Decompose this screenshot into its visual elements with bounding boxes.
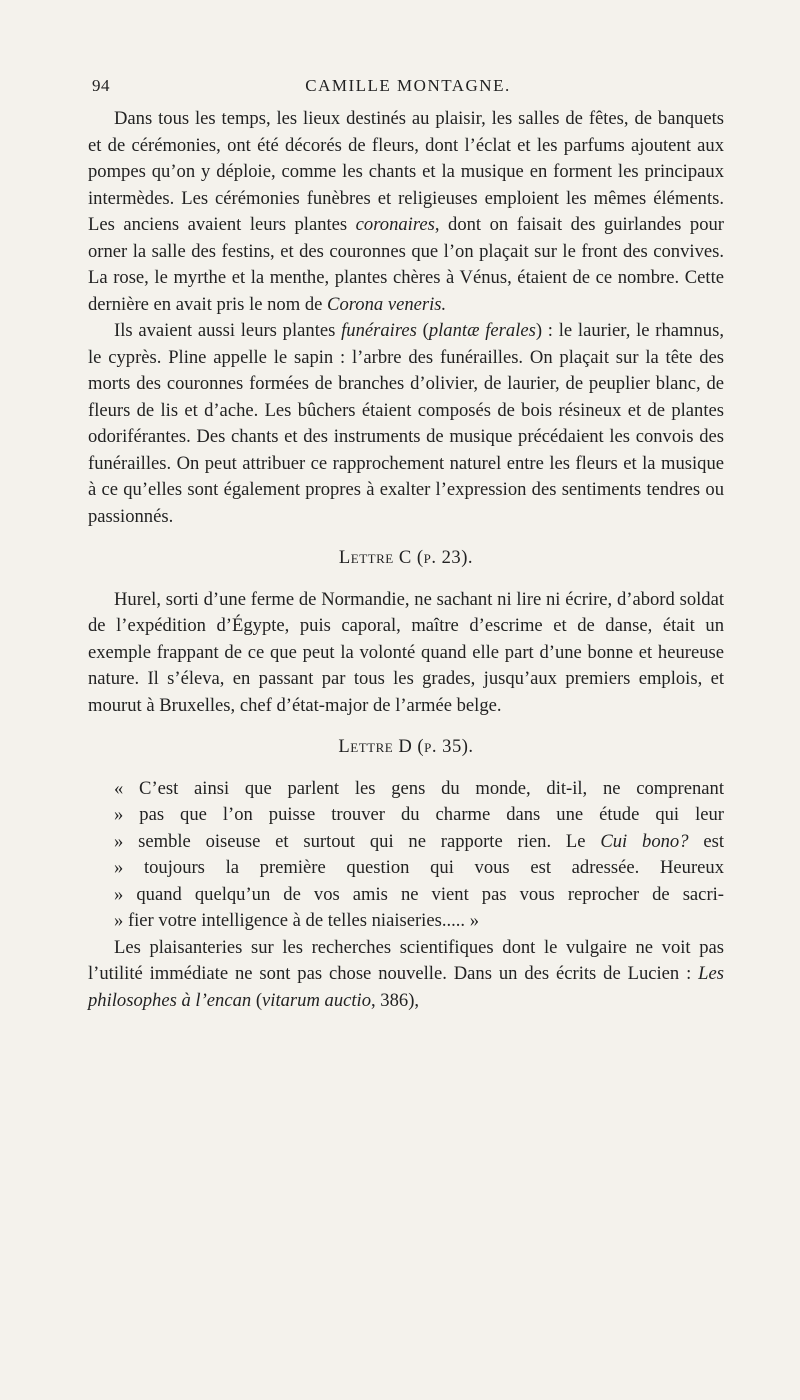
page-number: 94 <box>92 76 110 95</box>
section-heading-lettre-d: Lettre D (p. 35). <box>338 736 474 757</box>
paragraph-flowers-banquets <box>88 106 724 318</box>
text-run: ( <box>251 989 263 1011</box>
italic-term: Les philosophes à l’encan <box>88 963 724 1011</box>
text-run: , dont on faisait des guirlandes pour orner la salle des festins, et des couronnes que l’on plaçait sur le front des convives. La rose, le myrthe et la menthe, plantes chères à Vénus, étaient de ce nombre. Cette dernière en avait pris le nom de <box>88 214 724 315</box>
quote-line: » quand quelqu’un de vos amis ne vient pas vous reprocher de sacri- <box>114 883 724 905</box>
paragraph-plaisanteries <box>88 935 724 1015</box>
text-run: ( <box>416 320 429 341</box>
running-title: CAMILLE MONTAGNE. <box>305 76 511 95</box>
italic-term: Cui bono? <box>600 830 689 852</box>
text-run: » semble oiseuse et surtout qui ne rapporte rien. Le <box>114 830 601 852</box>
italic-term: Corona veneris. <box>327 293 447 315</box>
quote-line <box>114 829 724 856</box>
quote-line: » pas que l’on puisse trouver du charme dans une étude qui leur <box>114 804 724 825</box>
text-run: ) : le laurier, le rhamnus, le cyprès. Pline appelle le sapin : l’arbre des funérailles. On plaçait sur la tête des morts des couronnes formées de branches d’olivier, de laurier, de peuplier blanc, de fleurs de lis et d’ache. Les bûchers étaient composés de bois résineux et de plantes odoriférantes. Des chants et des instruments de musique précédaient les convois des funérailles. On peut attribuer ce rapprochement naturel entre les fleurs et la musique à ce qu’elles sont également propres à exalter l’expression des sentiments tendres ou passionnés. <box>88 320 724 527</box>
text-run: Les plaisanteries sur les recherches scientifiques dont le vulgaire ne voit pas l’utilité immédiate ne sont pas chose nouvelle. Dans un des écrits de Lucien : <box>88 936 724 984</box>
quote-line: » fier votre intelligence à de telles niaiseries..... » <box>114 910 480 931</box>
italic-term: coronaires <box>355 214 435 235</box>
text-run: Ils avaient aussi leurs plantes <box>114 320 342 341</box>
body-text <box>88 106 724 1014</box>
text-run: , 386), <box>371 989 420 1011</box>
paragraph-funeral-plants <box>88 318 724 530</box>
paragraph-hurel: Hurel, sorti d’une ferme de Normandie, ne sachant ni lire ni écrire, d’abord soldat de l’expédition d’Égypte, puis caporal, maître d’escrime et de danse, était un exemple frappant de ce que peut la volonté quand elle part d’une bonne et heureuse nature. Il s’éleva, en passant par tous les grades, jusqu’aux premiers emplois, et mourut à Bruxelles, chef d’état-major de l’armée belge. <box>88 588 724 716</box>
italic-term: funéraires <box>341 320 417 341</box>
section-heading-lettre-c: Lettre C (p. 23). <box>338 547 474 568</box>
italic-term: vitarum auctio <box>262 989 371 1011</box>
quote-line: « C’est ainsi que parlent les gens du monde, dit-il, ne comprenant <box>114 777 724 799</box>
text-run: Dans tous les temps, les lieux destinés au plaisir, les salles de fêtes, de banquets et de cérémonies, ont été décorés de fleurs, dont l’éclat et les parfums ajoutent aux pompes qu’on y déploie, comme les chants et la musique en forment les principaux intermèdes. Les cérémonies funèbres et religieuses emploient les mêmes éléments. Les anciens avaient leurs plantes <box>88 108 724 235</box>
quote-line: » toujours la première question qui vous est adressée. Heureux <box>114 857 724 878</box>
text-run: est <box>688 830 724 852</box>
block-quote <box>88 776 724 935</box>
italic-term: plantæ ferales <box>428 320 536 341</box>
running-head <box>92 76 724 100</box>
